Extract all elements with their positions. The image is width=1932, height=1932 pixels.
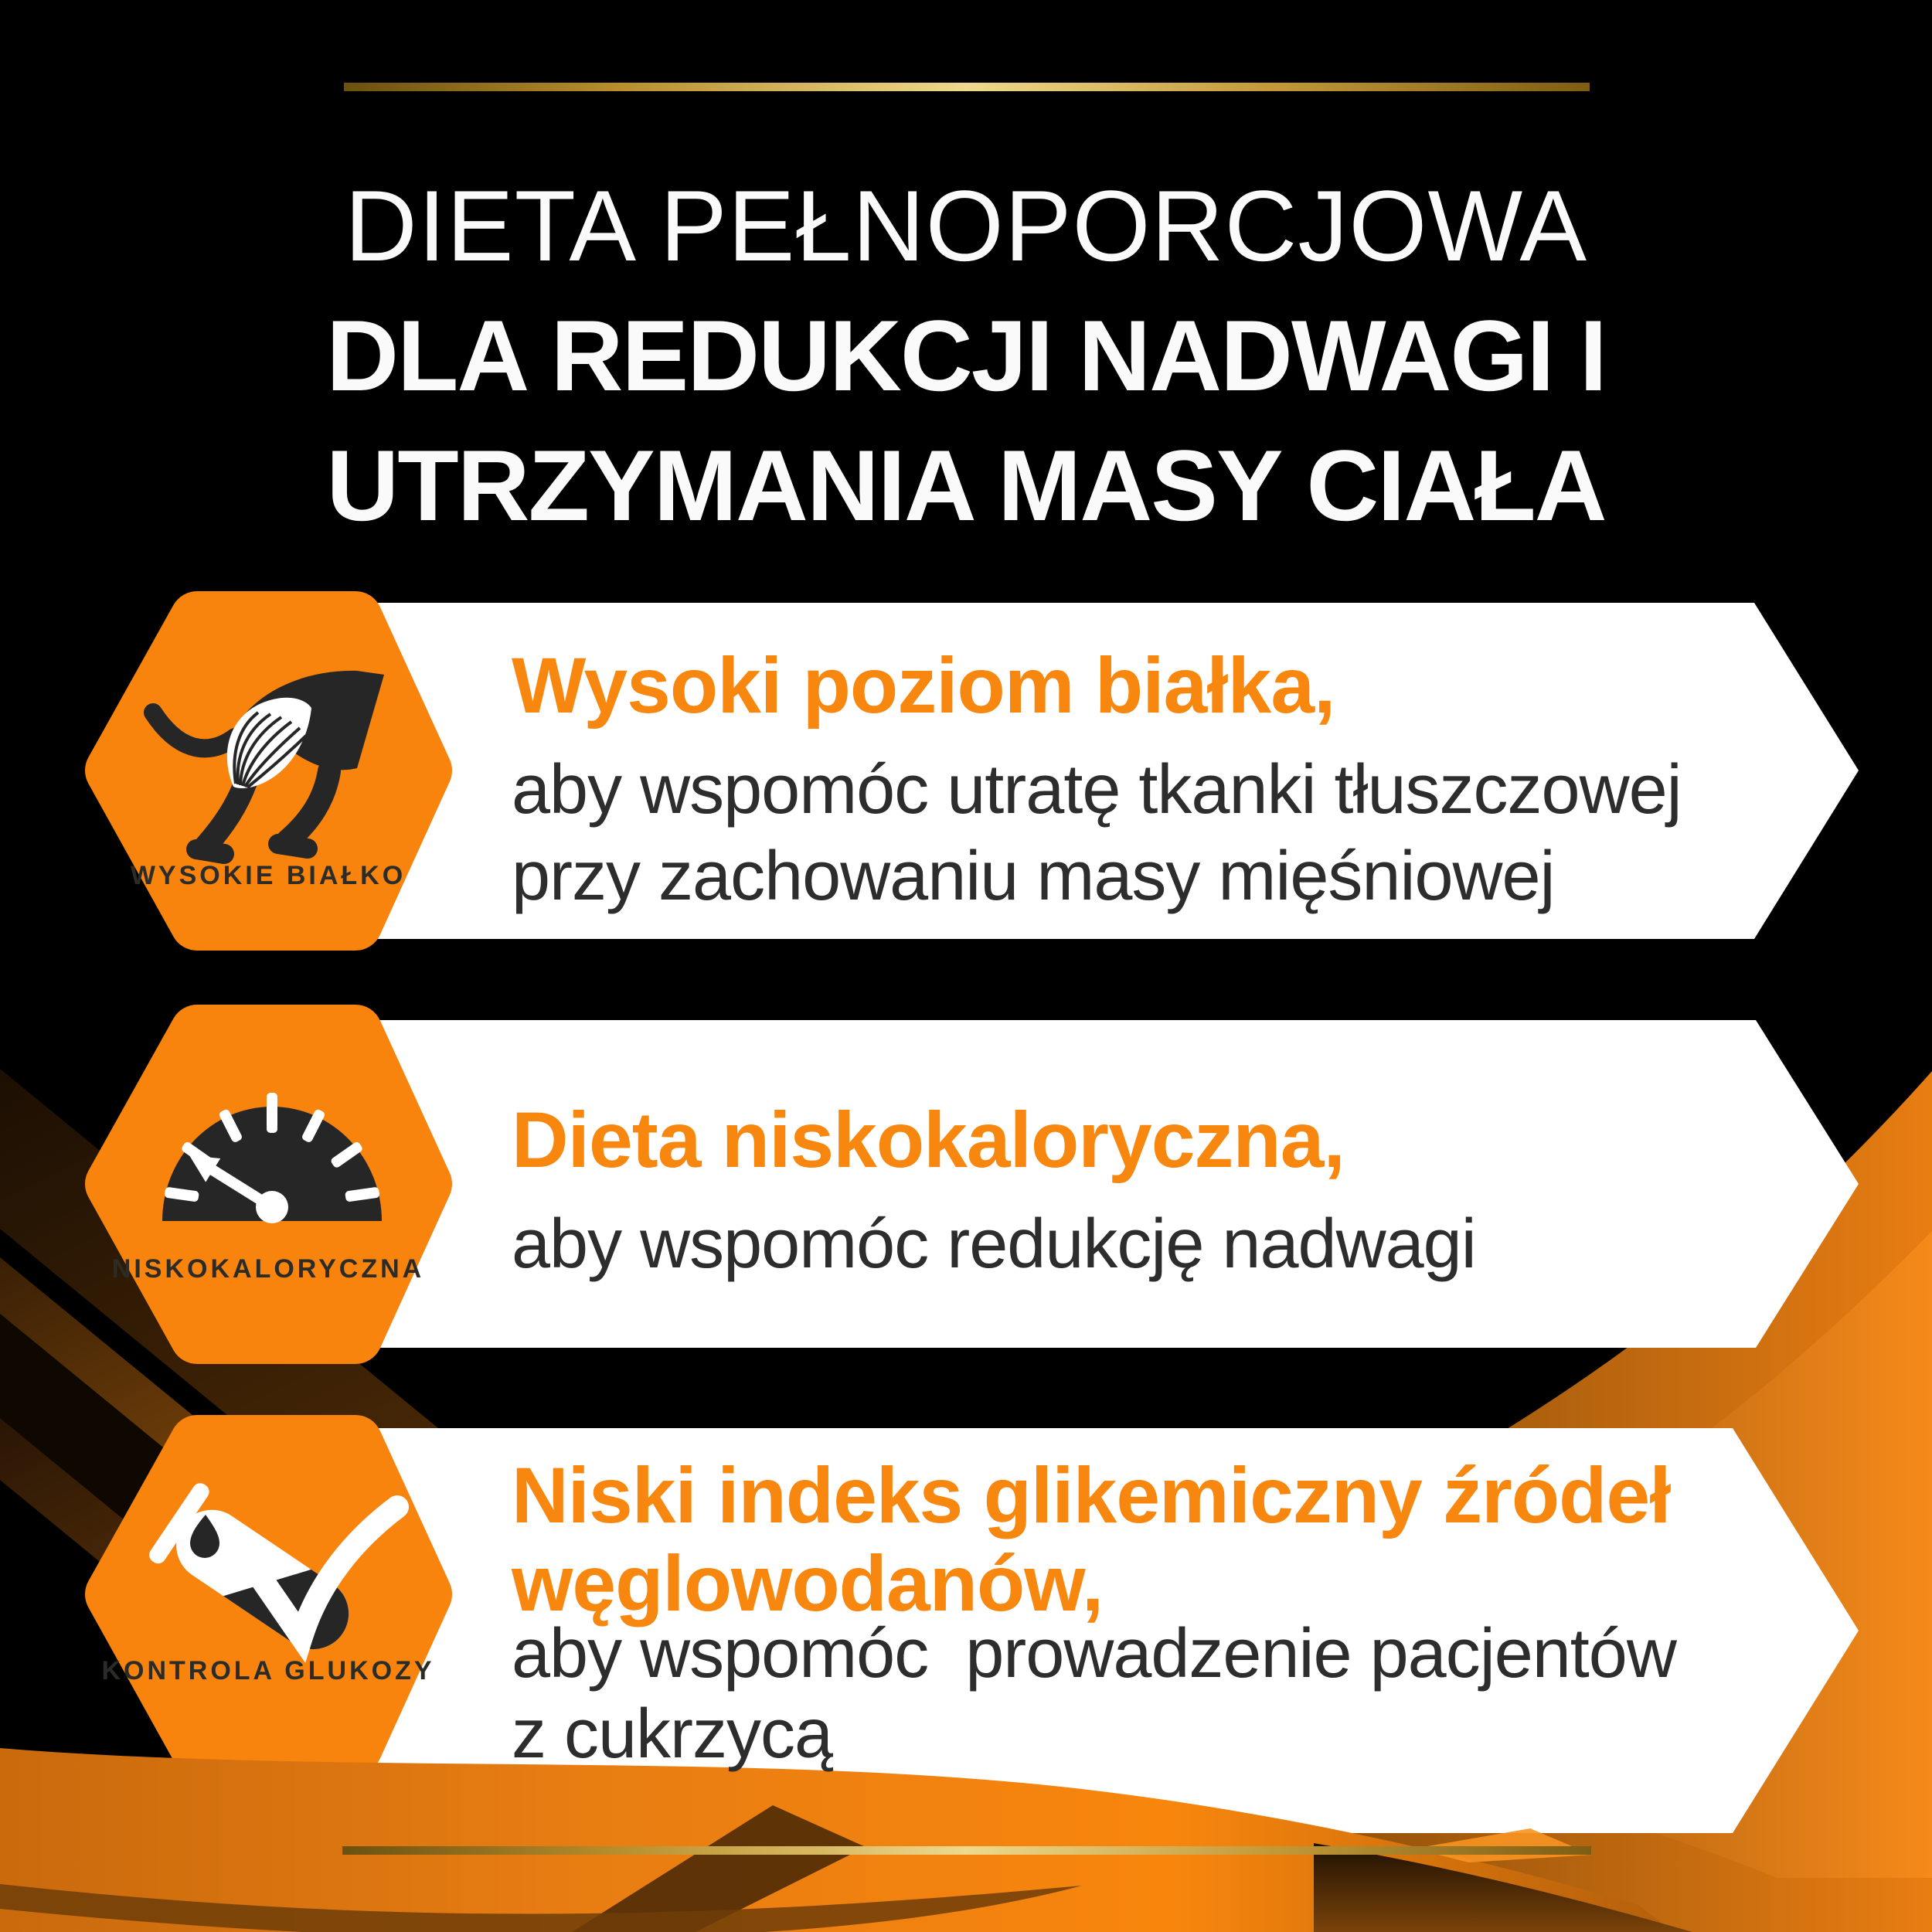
title-line-3: UTRZYMANIA MASY CIAŁA xyxy=(326,429,1606,542)
title-line-1: DIETA PEŁNOPORCJOWA xyxy=(344,169,1588,282)
feature-heading-high-protein: Wysoki poziom białka, xyxy=(512,641,1335,730)
feature-body-low-calorie: aby wspomóc redukcję nadwagi xyxy=(512,1206,1476,1283)
feature-body-glucose-control: aby wspomóc prowadzenie pacjentów z cukrzycą xyxy=(512,1615,1695,1773)
feature-heading-glucose-control: Niski indeks glikemiczny źródeł węglowodanów, xyxy=(512,1451,1671,1628)
badge-label-glucose-control: KONTROLA GLUKOZY xyxy=(101,1656,435,1685)
feature-heading-low-calorie: Dieta niskokaloryczna, xyxy=(512,1096,1345,1184)
page-title xyxy=(116,161,1816,550)
feature-body-high-protein: aby wspomóc utratę tkanki tłuszczowej przy zachowaniu masy mięśniowej xyxy=(512,751,1700,915)
gold-divider-bottom xyxy=(342,1846,1591,1855)
badge-label-high-protein: WYSOKIE BIAŁKO xyxy=(130,861,406,890)
badge-label-low-calorie: NISKOKALORYCZNA xyxy=(111,1254,425,1284)
gold-divider-top xyxy=(344,83,1590,91)
title-line-2: DLA REDUKCJI NADWAGI I xyxy=(326,299,1606,412)
